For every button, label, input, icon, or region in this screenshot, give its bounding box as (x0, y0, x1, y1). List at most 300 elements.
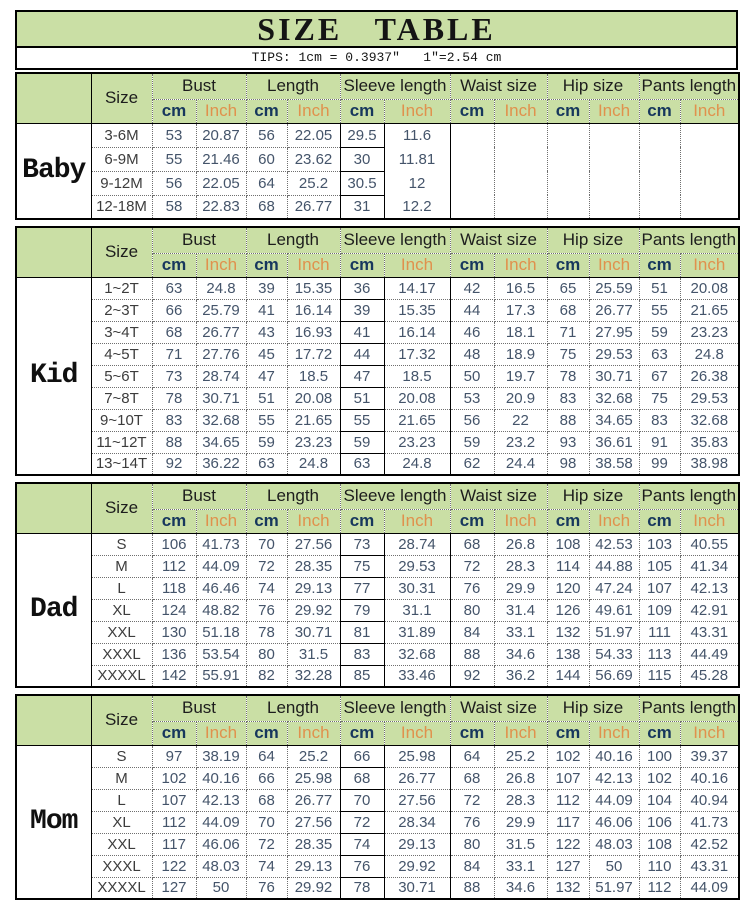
header-row-measures (16, 695, 739, 721)
value-cell: 23.23 (287, 431, 340, 453)
value-cell: 32.68 (589, 387, 639, 409)
value-cell: 25.59 (589, 277, 639, 299)
unit-header-cm: cm (246, 99, 287, 123)
value-cell: 67 (639, 365, 680, 387)
size-cell: XXL (91, 833, 152, 855)
unit-header-cm: cm (547, 253, 589, 277)
value-cell: 25.2 (494, 745, 547, 767)
value-cell: 36 (340, 277, 384, 299)
value-cell: 111 (639, 621, 680, 643)
value-cell: 30.5 (340, 171, 384, 195)
column-header: Bust (152, 483, 246, 509)
value-cell: 51.97 (589, 877, 639, 899)
value-cell: 25.98 (287, 767, 340, 789)
value-cell: 38.19 (196, 745, 246, 767)
value-cell: 48.03 (196, 855, 246, 877)
size-cell: M (91, 555, 152, 577)
column-header: Waist size (450, 227, 547, 253)
value-cell: 70 (246, 533, 287, 555)
value-cell: 22.83 (196, 195, 246, 219)
value-cell: 63 (340, 453, 384, 475)
value-cell: 43 (246, 321, 287, 343)
value-cell: 50 (450, 365, 494, 387)
value-cell: 33.1 (494, 621, 547, 643)
unit-header-inch: Inch (494, 509, 547, 533)
value-cell: 110 (639, 855, 680, 877)
column-header: Length (246, 73, 340, 99)
value-cell: 26.77 (589, 299, 639, 321)
header-row-measures (16, 227, 739, 253)
value-cell: 65 (547, 277, 589, 299)
value-cell: 68 (246, 195, 287, 219)
unit-header-cm: cm (547, 509, 589, 533)
value-cell: 28.34 (384, 811, 450, 833)
value-cell: 120 (547, 577, 589, 599)
value-cell: 31 (340, 195, 384, 219)
value-cell: 16.14 (384, 321, 450, 343)
size-cell: L (91, 789, 152, 811)
value-cell: 68 (450, 767, 494, 789)
value-cell: 21.65 (384, 409, 450, 431)
empty-cell (639, 123, 680, 219)
value-cell: 16.14 (287, 299, 340, 321)
value-cell: 43.31 (680, 855, 739, 877)
table-row (16, 343, 739, 365)
value-cell: 132 (547, 877, 589, 899)
value-cell: 55 (340, 409, 384, 431)
value-cell: 44 (450, 299, 494, 321)
value-cell: 50 (589, 855, 639, 877)
table-row (16, 431, 739, 453)
column-header: Sleeve length (340, 695, 450, 721)
column-header: Length (246, 695, 340, 721)
value-cell: 92 (450, 665, 494, 687)
unit-header-inch: Inch (196, 721, 246, 745)
unit-header-cm: cm (152, 99, 196, 123)
value-cell: 40.94 (680, 789, 739, 811)
unit-header-inch: Inch (589, 253, 639, 277)
size-cell: XXXXL (91, 877, 152, 899)
value-cell: 41.73 (680, 811, 739, 833)
size-cell: XXXL (91, 855, 152, 877)
size-cell: 11~12T (91, 431, 152, 453)
size-cell: L (91, 577, 152, 599)
value-cell: 74 (246, 855, 287, 877)
value-cell: 84 (450, 621, 494, 643)
value-cell: 59 (639, 321, 680, 343)
column-header: Hip size (547, 695, 639, 721)
unit-header-cm: cm (639, 721, 680, 745)
value-cell: 29.53 (680, 387, 739, 409)
value-cell: 24.8 (680, 343, 739, 365)
value-cell: 51.97 (589, 621, 639, 643)
unit-header-cm: cm (450, 509, 494, 533)
value-cell: 15.35 (287, 277, 340, 299)
table-row (16, 855, 739, 877)
unit-header-cm: cm (547, 99, 589, 123)
value-cell: 26.77 (384, 767, 450, 789)
column-header: Waist size (450, 73, 547, 99)
value-cell: 53 (152, 123, 196, 147)
header-row-measures (16, 483, 739, 509)
value-cell: 38.58 (589, 453, 639, 475)
unit-header-inch: Inch (494, 253, 547, 277)
value-cell: 83 (639, 409, 680, 431)
value-cell: 127 (152, 877, 196, 899)
value-cell: 112 (152, 811, 196, 833)
value-cell: 31.89 (384, 621, 450, 643)
size-cell: XL (91, 811, 152, 833)
value-cell: 18.9 (494, 343, 547, 365)
unit-header-inch: Inch (494, 721, 547, 745)
unit-header-cm: cm (547, 721, 589, 745)
value-cell: 83 (547, 387, 589, 409)
value-cell: 39 (246, 277, 287, 299)
value-cell: 80 (450, 599, 494, 621)
value-cell: 51 (340, 387, 384, 409)
group-label: Dad (16, 533, 91, 687)
value-cell: 26.77 (196, 321, 246, 343)
value-cell: 88 (450, 643, 494, 665)
value-cell: 72 (340, 811, 384, 833)
size-cell: 13~14T (91, 453, 152, 475)
size-section-kid (15, 226, 740, 476)
value-cell: 28.74 (196, 365, 246, 387)
value-cell: 29.13 (287, 577, 340, 599)
value-cell: 28.3 (494, 555, 547, 577)
value-cell: 59 (450, 431, 494, 453)
value-cell: 79 (340, 599, 384, 621)
value-cell: 24.8 (287, 453, 340, 475)
value-cell: 118 (152, 577, 196, 599)
unit-header-inch: Inch (494, 99, 547, 123)
value-cell: 84 (450, 855, 494, 877)
value-cell: 68 (450, 533, 494, 555)
value-cell: 71 (547, 321, 589, 343)
value-cell: 27.76 (196, 343, 246, 365)
value-cell: 64 (246, 745, 287, 767)
value-cell: 88 (152, 431, 196, 453)
value-cell: 33.46 (384, 665, 450, 687)
value-cell: 68 (340, 767, 384, 789)
value-cell: 48.03 (589, 833, 639, 855)
value-cell: 55 (246, 409, 287, 431)
value-cell: 34.65 (589, 409, 639, 431)
value-cell: 19.7 (494, 365, 547, 387)
value-cell: 25.98 (384, 745, 450, 767)
value-cell: 30.71 (196, 387, 246, 409)
value-cell: 60 (246, 147, 287, 171)
value-cell: 42 (450, 277, 494, 299)
value-cell: 72 (450, 555, 494, 577)
value-cell: 29.13 (384, 833, 450, 855)
value-cell: 88 (547, 409, 589, 431)
value-cell: 74 (340, 833, 384, 855)
empty-cell (589, 123, 639, 219)
column-header: Bust (152, 73, 246, 99)
value-cell: 11.81 (384, 147, 450, 171)
value-cell: 55 (152, 147, 196, 171)
empty-cell (547, 123, 589, 219)
unit-header-cm: cm (246, 721, 287, 745)
size-column-header: Size (91, 483, 152, 533)
value-cell: 107 (152, 789, 196, 811)
value-cell: 47 (246, 365, 287, 387)
value-cell: 70 (246, 811, 287, 833)
section-corner (16, 73, 91, 123)
value-cell: 21.65 (680, 299, 739, 321)
table-row (16, 409, 739, 431)
value-cell: 132 (547, 621, 589, 643)
column-header: Sleeve length (340, 227, 450, 253)
value-cell: 32.68 (384, 643, 450, 665)
value-cell: 68 (547, 299, 589, 321)
value-cell: 109 (639, 599, 680, 621)
value-cell: 107 (639, 577, 680, 599)
unit-header-inch: Inch (384, 721, 450, 745)
size-cell: 12-18M (91, 195, 152, 219)
unit-header-inch: Inch (680, 253, 739, 277)
unit-header-cm: cm (340, 721, 384, 745)
value-cell: 36.61 (589, 431, 639, 453)
value-cell: 76 (246, 877, 287, 899)
value-cell: 108 (639, 833, 680, 855)
value-cell: 35.83 (680, 431, 739, 453)
value-cell: 42.13 (589, 767, 639, 789)
value-cell: 56.69 (589, 665, 639, 687)
size-cell: 6-9M (91, 147, 152, 171)
unit-header-inch: Inch (680, 721, 739, 745)
value-cell: 75 (639, 387, 680, 409)
value-cell: 46.06 (589, 811, 639, 833)
value-cell: 63 (639, 343, 680, 365)
value-cell: 74 (246, 577, 287, 599)
value-cell: 55.91 (196, 665, 246, 687)
value-cell: 22.05 (287, 123, 340, 147)
size-cell: 9~10T (91, 409, 152, 431)
value-cell: 82 (246, 665, 287, 687)
unit-header-inch: Inch (196, 253, 246, 277)
unit-header-cm: cm (340, 99, 384, 123)
value-cell: 22.05 (196, 171, 246, 195)
unit-header-inch: Inch (384, 509, 450, 533)
empty-cell (494, 123, 547, 219)
unit-header-inch: Inch (287, 509, 340, 533)
value-cell: 80 (246, 643, 287, 665)
value-cell: 26.38 (680, 365, 739, 387)
value-cell: 38.98 (680, 453, 739, 475)
value-cell: 78 (152, 387, 196, 409)
value-cell: 18.5 (384, 365, 450, 387)
value-cell: 51 (246, 387, 287, 409)
unit-header-cm: cm (152, 253, 196, 277)
table-row (16, 789, 739, 811)
value-cell: 40.16 (196, 767, 246, 789)
value-cell: 12.2 (384, 195, 450, 219)
size-cell: 3-6M (91, 123, 152, 147)
section-corner (16, 695, 91, 745)
size-cell: 1~2T (91, 277, 152, 299)
value-cell: 26.77 (287, 789, 340, 811)
size-column-header: Size (91, 695, 152, 745)
value-cell: 102 (547, 745, 589, 767)
value-cell: 102 (152, 767, 196, 789)
value-cell: 107 (547, 767, 589, 789)
value-cell: 25.2 (287, 171, 340, 195)
unit-header-inch: Inch (384, 253, 450, 277)
value-cell: 127 (547, 855, 589, 877)
value-cell: 42.13 (196, 789, 246, 811)
value-cell: 44.88 (589, 555, 639, 577)
value-cell: 72 (246, 833, 287, 855)
value-cell: 68 (246, 789, 287, 811)
unit-header-cm: cm (639, 99, 680, 123)
table-row (16, 599, 739, 621)
table-row (16, 533, 739, 555)
value-cell: 124 (152, 599, 196, 621)
value-cell: 56 (450, 409, 494, 431)
value-cell: 58 (152, 195, 196, 219)
value-cell: 21.65 (287, 409, 340, 431)
value-cell: 28.3 (494, 789, 547, 811)
value-cell: 73 (340, 533, 384, 555)
unit-header-cm: cm (450, 99, 494, 123)
size-cell: 7~8T (91, 387, 152, 409)
value-cell: 76 (450, 811, 494, 833)
unit-header-inch: Inch (196, 99, 246, 123)
size-section-mom (15, 694, 740, 900)
unit-header-inch: Inch (287, 99, 340, 123)
value-cell: 48 (450, 343, 494, 365)
value-cell: 40.16 (589, 745, 639, 767)
value-cell: 25.2 (287, 745, 340, 767)
value-cell: 27.56 (287, 811, 340, 833)
value-cell: 23.23 (680, 321, 739, 343)
table-row (16, 277, 739, 299)
value-cell: 51 (639, 277, 680, 299)
group-label: Mom (16, 745, 91, 899)
value-cell: 98 (547, 453, 589, 475)
size-cell: XL (91, 599, 152, 621)
value-cell: 29.92 (384, 855, 450, 877)
value-cell: 105 (639, 555, 680, 577)
value-cell: 83 (340, 643, 384, 665)
size-cell: S (91, 745, 152, 767)
value-cell: 68 (152, 321, 196, 343)
value-cell: 20.87 (196, 123, 246, 147)
value-cell: 56 (246, 123, 287, 147)
unit-header-cm: cm (152, 721, 196, 745)
column-header: Hip size (547, 73, 639, 99)
table-row (16, 577, 739, 599)
table-row (16, 387, 739, 409)
value-cell: 49.61 (589, 599, 639, 621)
empty-cell (450, 123, 494, 219)
value-cell: 78 (340, 877, 384, 899)
value-cell: 117 (547, 811, 589, 833)
value-cell: 14.17 (384, 277, 450, 299)
value-cell: 112 (639, 877, 680, 899)
value-cell: 106 (639, 811, 680, 833)
value-cell: 20.08 (680, 277, 739, 299)
value-cell: 115 (639, 665, 680, 687)
unit-header-inch: Inch (680, 509, 739, 533)
value-cell: 16.93 (287, 321, 340, 343)
value-cell: 23.2 (494, 431, 547, 453)
value-cell: 76 (450, 577, 494, 599)
value-cell: 77 (340, 577, 384, 599)
column-header: Length (246, 227, 340, 253)
size-cell: XXL (91, 621, 152, 643)
column-header: Length (246, 483, 340, 509)
table-row (16, 877, 739, 899)
unit-header-cm: cm (639, 509, 680, 533)
value-cell: 28.74 (384, 533, 450, 555)
value-cell: 88 (450, 877, 494, 899)
size-section-dad (15, 482, 740, 688)
value-cell: 47 (340, 365, 384, 387)
value-cell: 102 (639, 767, 680, 789)
unit-header-cm: cm (340, 509, 384, 533)
value-cell: 112 (547, 789, 589, 811)
unit-header-cm: cm (340, 253, 384, 277)
value-cell: 48.82 (196, 599, 246, 621)
value-cell: 81 (340, 621, 384, 643)
value-cell: 29.9 (494, 811, 547, 833)
value-cell: 44.09 (680, 877, 739, 899)
value-cell: 78 (547, 365, 589, 387)
value-cell: 20.08 (287, 387, 340, 409)
value-cell: 20.08 (384, 387, 450, 409)
table-row (16, 453, 739, 475)
value-cell: 44.09 (196, 555, 246, 577)
value-cell: 71 (152, 343, 196, 365)
value-cell: 45 (246, 343, 287, 365)
value-cell: 36.22 (196, 453, 246, 475)
value-cell: 46.06 (196, 833, 246, 855)
value-cell: 34.6 (494, 643, 547, 665)
value-cell: 41 (246, 299, 287, 321)
column-header: Bust (152, 695, 246, 721)
column-header: Waist size (450, 483, 547, 509)
value-cell: 103 (639, 533, 680, 555)
column-header: Waist size (450, 695, 547, 721)
value-cell: 54.33 (589, 643, 639, 665)
value-cell: 29.53 (384, 555, 450, 577)
table-row (16, 767, 739, 789)
size-column-header: Size (91, 73, 152, 123)
value-cell: 113 (639, 643, 680, 665)
value-cell: 31.1 (384, 599, 450, 621)
unit-header-cm: cm (450, 253, 494, 277)
table-row (16, 811, 739, 833)
value-cell: 24.8 (384, 453, 450, 475)
table-row (16, 621, 739, 643)
value-cell: 47.24 (589, 577, 639, 599)
size-cell: S (91, 533, 152, 555)
value-cell: 29.9 (494, 577, 547, 599)
value-cell: 30.71 (287, 621, 340, 643)
value-cell: 26.8 (494, 533, 547, 555)
value-cell: 25.79 (196, 299, 246, 321)
value-cell: 130 (152, 621, 196, 643)
value-cell: 30.31 (384, 577, 450, 599)
value-cell: 126 (547, 599, 589, 621)
size-cell: XXXL (91, 643, 152, 665)
value-cell: 59 (246, 431, 287, 453)
unit-header-inch: Inch (287, 721, 340, 745)
value-cell: 26.8 (494, 767, 547, 789)
